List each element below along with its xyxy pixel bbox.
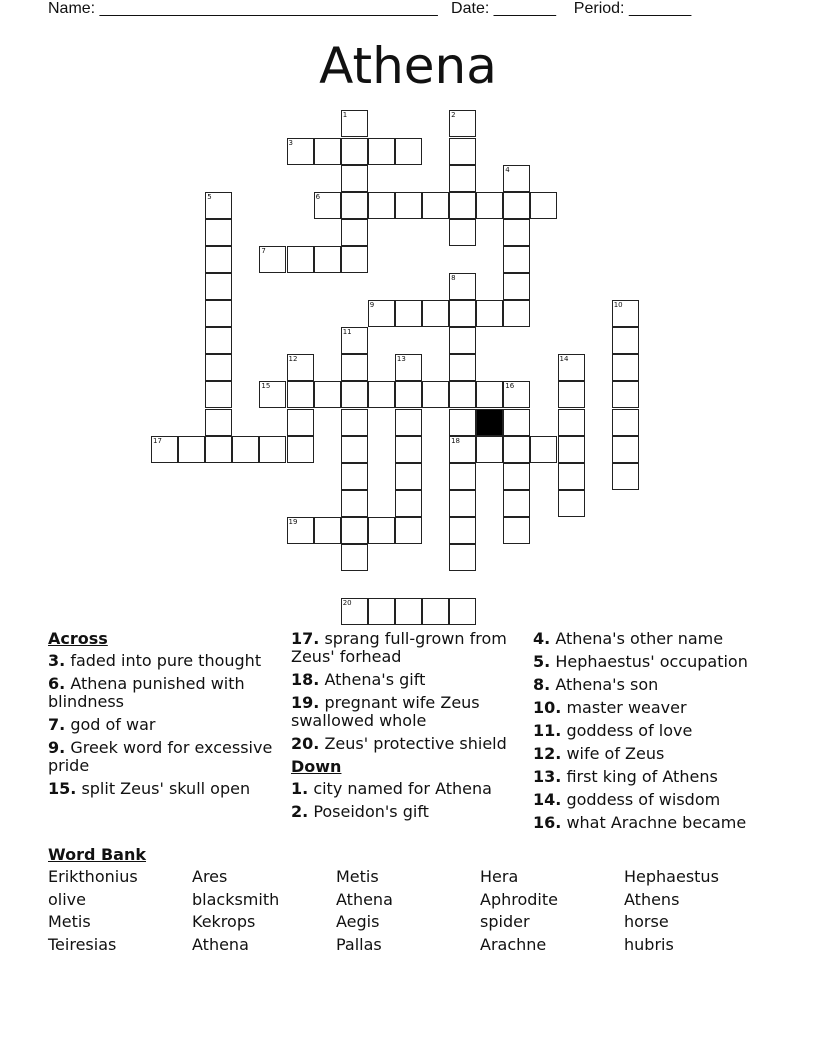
word-bank-item: olive	[48, 889, 86, 909]
grid-cell[interactable]	[341, 598, 368, 625]
clue-number: 9.	[48, 738, 66, 757]
word-bank-item: horse	[624, 912, 669, 931]
grid-cell[interactable]	[368, 598, 395, 625]
grid-cell[interactable]	[449, 165, 476, 192]
grid-cell[interactable]	[259, 246, 286, 273]
clue-item	[291, 735, 523, 753]
grid-cell[interactable]	[530, 192, 557, 219]
clue-number: 5	[207, 192, 212, 201]
clue-item	[48, 716, 280, 734]
clue-text: split Zeus' skull open	[81, 779, 251, 798]
word-bank-item: spider	[480, 912, 530, 931]
clue-item	[48, 780, 280, 798]
word-bank-item: Arachne	[480, 934, 547, 954]
word-bank-item: Erikthonius	[48, 867, 138, 886]
grid-cell[interactable]	[287, 354, 314, 381]
grid-cell[interactable]	[395, 354, 422, 381]
grid-cell[interactable]	[205, 436, 232, 463]
grid-cell[interactable]	[314, 138, 341, 165]
grid-cell[interactable]	[449, 436, 476, 463]
clue-text: Poseidon's gift	[313, 802, 429, 821]
grid-cell[interactable]	[503, 192, 530, 219]
word-bank-item: Athena	[192, 934, 249, 954]
grid-cell[interactable]	[341, 463, 368, 490]
clue-text: wife of Zeus	[566, 744, 665, 763]
word-bank-item: blacksmith	[192, 889, 280, 909]
black-cell	[476, 409, 503, 436]
grid-cell[interactable]	[395, 409, 422, 436]
grid-cell[interactable]	[503, 219, 530, 246]
grid-cell[interactable]	[422, 300, 449, 327]
clue-item	[48, 739, 280, 775]
clue-number: 12	[288, 355, 298, 364]
grid-cell[interactable]	[368, 381, 395, 408]
clue-number: 6.	[48, 674, 66, 693]
grid-cell[interactable]	[449, 409, 476, 436]
clue-text: faded into pure thought	[70, 651, 262, 670]
word-bank-item: Athens	[624, 889, 680, 909]
grid-cell[interactable]	[558, 354, 585, 381]
clue-text: goddess of wisdom	[566, 790, 721, 809]
grid-cell[interactable]	[449, 192, 476, 219]
header-fields: Name: ______________________________________ Date: _______ Period: _______	[48, 0, 692, 17]
word-bank-item: Pallas	[336, 934, 382, 954]
grid-cell[interactable]	[314, 381, 341, 408]
clue-number: 10	[613, 301, 623, 310]
grid-cell[interactable]	[287, 436, 314, 463]
clue-number: 16.	[533, 813, 562, 832]
grid-cell[interactable]	[449, 110, 476, 137]
clue-number: 5.	[533, 652, 551, 671]
grid-cell[interactable]	[503, 381, 530, 408]
grid-cell[interactable]	[205, 409, 232, 436]
grid-cell[interactable]	[503, 436, 530, 463]
word-bank-heading: Word Bank	[48, 845, 147, 864]
clue-number: 8	[451, 274, 456, 282]
grid-cell[interactable]	[612, 327, 639, 354]
grid-cell[interactable]	[205, 300, 232, 327]
clue-number: 11	[342, 328, 352, 337]
clue-number: 18.	[291, 670, 320, 689]
clue-item	[533, 653, 773, 671]
grid-cell[interactable]	[205, 327, 232, 354]
grid-cell[interactable]	[395, 463, 422, 490]
clue-text: city named for Athena	[313, 779, 492, 798]
grid-cell[interactable]	[449, 544, 476, 571]
grid-cell[interactable]	[612, 354, 639, 381]
clue-item	[291, 671, 523, 689]
grid-cell[interactable]	[368, 192, 395, 219]
grid-cell[interactable]	[232, 436, 259, 463]
clue-number: 17	[153, 436, 162, 445]
clue-item	[48, 652, 280, 670]
grid-cell[interactable]	[341, 544, 368, 571]
grid-cell[interactable]	[612, 381, 639, 408]
grid-cell[interactable]	[151, 436, 178, 463]
clue-number: 4.	[533, 629, 551, 648]
grid-cell[interactable]	[395, 436, 422, 463]
grid-cell[interactable]	[422, 381, 449, 408]
clues-column-2	[291, 630, 523, 826]
word-bank-item: Athena	[336, 889, 393, 909]
clue-number: 14.	[533, 790, 562, 809]
grid-cell[interactable]	[314, 246, 341, 273]
clue-number: 1	[342, 111, 348, 120]
grid-cell[interactable]	[395, 381, 422, 408]
clue-item	[291, 630, 523, 666]
clue-text: god of war	[70, 715, 156, 734]
grid-cell[interactable]	[205, 381, 232, 408]
clue-text: what Arachne became	[566, 813, 747, 832]
grid-cell[interactable]	[449, 300, 476, 327]
clue-number: 7	[261, 246, 266, 255]
grid-cell[interactable]	[503, 517, 530, 544]
grid-cell[interactable]	[449, 517, 476, 544]
clue-number: 3.	[48, 651, 66, 670]
clue-number: 2.	[291, 802, 309, 821]
clue-number: 19.	[291, 693, 320, 712]
clue-item	[291, 780, 523, 798]
grid-cell[interactable]	[612, 409, 639, 436]
word-bank-item: Aphrodite	[480, 889, 558, 909]
clue-item	[291, 803, 523, 821]
page-title: Athena	[319, 37, 497, 95]
grid-cell[interactable]	[449, 490, 476, 517]
grid-cell[interactable]	[259, 436, 286, 463]
clue-text: Athena's other name	[555, 629, 724, 648]
grid-cell[interactable]	[449, 273, 476, 300]
grid-cell[interactable]	[178, 436, 205, 463]
grid-cell[interactable]	[476, 436, 503, 463]
grid-cell[interactable]	[341, 138, 368, 165]
grid-cell[interactable]	[341, 517, 368, 544]
grid-cell[interactable]	[314, 517, 341, 544]
clue-number: 14	[559, 355, 569, 364]
grid-cell[interactable]	[558, 436, 585, 463]
clue-number: 9	[369, 301, 375, 310]
grid-cell[interactable]	[341, 110, 368, 137]
grid-cell[interactable]	[341, 409, 368, 436]
grid-cell[interactable]	[503, 246, 530, 273]
grid-cell[interactable]	[503, 490, 530, 517]
clue-item	[533, 676, 773, 694]
word-bank-item: Hera	[480, 867, 519, 886]
clue-text: Hephaestus' occupation	[555, 652, 748, 671]
clue-number: 20.	[291, 734, 320, 753]
clue-number: 10.	[533, 698, 562, 717]
grid-cell[interactable]	[449, 381, 476, 408]
grid-cell[interactable]	[558, 381, 585, 408]
clue-number: 15	[261, 382, 271, 391]
grid-cell[interactable]	[395, 598, 422, 625]
clue-text: Athena's son	[555, 675, 659, 694]
grid-cell[interactable]	[368, 517, 395, 544]
clue-text: first king of Athens	[566, 767, 718, 786]
grid-cell[interactable]	[287, 138, 314, 165]
clue-number: 1.	[291, 779, 309, 798]
clue-item	[533, 814, 773, 832]
word-bank	[48, 846, 768, 954]
word-bank-item: Aegis	[336, 912, 380, 931]
clue-number: 3	[288, 138, 293, 147]
word-bank-item: Kekrops	[192, 912, 256, 931]
clues-column-3	[533, 630, 773, 837]
clue-number: 18	[451, 436, 461, 445]
grid-cell[interactable]	[395, 138, 422, 165]
grid-cell[interactable]	[476, 381, 503, 408]
grid-cell[interactable]	[449, 354, 476, 381]
clue-number: 11.	[533, 721, 562, 740]
clue-text: pregnant wife Zeus swallowed whole	[291, 693, 480, 730]
clue-number: 6	[315, 192, 321, 201]
grid-cell[interactable]	[449, 219, 476, 246]
clue-number: 12.	[533, 744, 562, 763]
grid-cell[interactable]	[612, 463, 639, 490]
clue-number: 13	[396, 355, 406, 364]
grid-cell[interactable]	[503, 300, 530, 327]
grid-cell[interactable]	[530, 436, 557, 463]
grid-cell[interactable]	[341, 246, 368, 273]
grid-cell[interactable]	[368, 138, 395, 165]
grid-cell[interactable]	[612, 300, 639, 327]
clue-number: 7.	[48, 715, 66, 734]
word-bank-item: Teiresias	[48, 934, 117, 954]
word-bank-item: Hephaestus	[624, 867, 719, 886]
grid-cell[interactable]	[558, 409, 585, 436]
clue-text: goddess of love	[566, 721, 693, 740]
grid-cell[interactable]	[503, 409, 530, 436]
grid-cell[interactable]	[503, 165, 530, 192]
grid-cell[interactable]	[503, 463, 530, 490]
grid-cell[interactable]	[449, 138, 476, 165]
grid-cell[interactable]	[558, 463, 585, 490]
clues-column-1	[48, 630, 280, 803]
grid-cell[interactable]	[341, 490, 368, 517]
clue-number: 8.	[533, 675, 551, 694]
grid-cell[interactable]	[287, 517, 314, 544]
clue-item	[533, 630, 773, 648]
grid-cell[interactable]	[341, 354, 368, 381]
clue-text: sprang full-grown from Zeus' forhead	[291, 629, 507, 666]
clue-text: Athena's gift	[324, 670, 426, 689]
word-bank-item: Metis	[48, 912, 91, 931]
grid-cell[interactable]	[422, 192, 449, 219]
down-heading: Down	[291, 757, 342, 776]
grid-cell[interactable]	[205, 246, 232, 273]
clue-text: Greek word for excessive pride	[48, 738, 273, 775]
clue-number: 16	[505, 382, 515, 391]
clue-text: master weaver	[566, 698, 687, 717]
grid-cell[interactable]	[449, 327, 476, 354]
grid-cell[interactable]	[287, 246, 314, 273]
grid-cell[interactable]	[449, 598, 476, 625]
grid-cell[interactable]	[341, 327, 368, 354]
clue-item	[291, 694, 523, 730]
grid-cell[interactable]	[449, 463, 476, 490]
grid-cell[interactable]	[287, 381, 314, 408]
clue-number: 4	[505, 165, 510, 174]
clue-text: Zeus' protective shield	[324, 734, 507, 753]
grid-cell[interactable]	[205, 354, 232, 381]
clue-number: 19	[288, 517, 298, 526]
grid-cell[interactable]	[205, 273, 232, 300]
grid-cell[interactable]	[558, 490, 585, 517]
clue-number: 17.	[291, 629, 320, 648]
word-bank-item: hubris	[624, 934, 674, 954]
grid-cell[interactable]	[341, 436, 368, 463]
clue-item	[533, 699, 773, 717]
word-bank-item: Ares	[192, 867, 228, 886]
clue-item	[48, 675, 280, 711]
grid-cell[interactable]	[287, 409, 314, 436]
grid-cell[interactable]	[395, 192, 422, 219]
grid-cell[interactable]	[476, 192, 503, 219]
clue-item	[533, 768, 773, 786]
word-bank-item: Metis	[336, 867, 379, 886]
clue-text: Athena punished with blindness	[48, 674, 245, 711]
grid-cell[interactable]	[341, 165, 368, 192]
grid-cell[interactable]	[395, 517, 422, 544]
grid-cell[interactable]	[205, 219, 232, 246]
clue-item	[533, 745, 773, 763]
grid-cell[interactable]	[395, 300, 422, 327]
grid-cell[interactable]	[259, 381, 286, 408]
clue-number: 20	[342, 599, 352, 608]
grid-cell[interactable]	[205, 192, 232, 219]
clue-number: 13.	[533, 767, 562, 786]
grid-cell[interactable]	[341, 381, 368, 408]
grid-cell[interactable]	[503, 273, 530, 300]
grid-cell[interactable]	[422, 598, 449, 625]
grid-cell[interactable]	[341, 219, 368, 246]
across-heading: Across	[48, 629, 108, 648]
grid-cell[interactable]	[341, 192, 368, 219]
clue-item	[533, 791, 773, 809]
clue-item	[533, 722, 773, 740]
grid-cell[interactable]	[368, 300, 395, 327]
grid-cell[interactable]	[395, 490, 422, 517]
clue-number: 2	[451, 111, 456, 120]
grid-cell[interactable]	[612, 436, 639, 463]
grid-cell[interactable]	[476, 300, 503, 327]
grid-cell[interactable]	[314, 192, 341, 219]
clue-number: 15.	[48, 779, 77, 798]
